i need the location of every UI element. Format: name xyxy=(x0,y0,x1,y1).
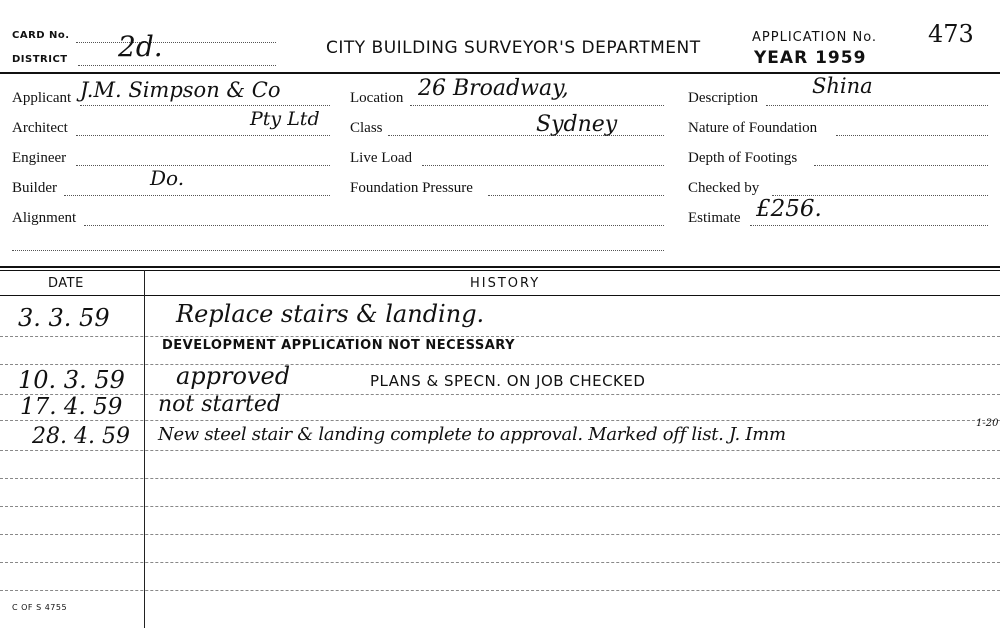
builder-label: Builder xyxy=(12,180,57,196)
applicant-value-2: Pty Ltd xyxy=(250,108,320,130)
year-label: YEAR 1959 xyxy=(754,48,867,68)
live-load-label: Live Load xyxy=(350,150,413,166)
location-value-2: Sydney xyxy=(536,112,618,137)
date-header: DATE xyxy=(48,276,84,291)
engineer-label: Engineer xyxy=(12,150,67,166)
checked-label: Checked by xyxy=(688,180,760,196)
architect-label: Architect xyxy=(12,120,68,136)
builder-value: Do. xyxy=(150,166,185,190)
history-date: 3. 3. 59 xyxy=(18,304,110,332)
foundation-pressure-line xyxy=(488,195,664,196)
estimate-value: £256. xyxy=(756,196,822,222)
history-row-line xyxy=(0,336,1000,337)
fields-divider-2 xyxy=(0,270,1000,271)
live-load-line xyxy=(422,165,664,166)
history-stamp: DEVELOPMENT APPLICATION NOT NECESSARY xyxy=(162,338,516,353)
alignment-line-2 xyxy=(12,250,664,251)
applicant-line xyxy=(80,105,330,106)
card-no-line xyxy=(76,42,276,43)
alignment-label: Alignment xyxy=(12,210,77,226)
history-header: HISTORY xyxy=(470,276,541,291)
application-label: APPLICATION No. xyxy=(752,30,878,45)
location-value: 26 Broadway, xyxy=(418,76,569,101)
foundation-pressure-label: Foundation Pressure xyxy=(350,180,473,196)
history-text: Replace stairs & landing. xyxy=(176,300,485,328)
history-header-divider xyxy=(0,295,1000,296)
fields-divider xyxy=(0,266,1000,268)
history-superscript: 1-20 xyxy=(976,418,999,429)
history-date: 28. 4. 59 xyxy=(32,424,130,449)
history-row-line xyxy=(0,364,1000,365)
history-row-line xyxy=(0,506,1000,507)
application-number: 473 xyxy=(928,20,974,48)
history-row-line xyxy=(0,420,1000,421)
history-text: approved xyxy=(176,362,291,390)
alignment-line xyxy=(84,225,664,226)
class-label: Class xyxy=(350,120,383,136)
department-title: CITY BUILDING SURVEYOR'S DEPARTMENT xyxy=(326,38,701,58)
history-row-line xyxy=(0,394,1000,395)
history-date: 17. 4. 59 xyxy=(20,394,123,420)
district-label: DISTRICT xyxy=(12,54,68,65)
district-line xyxy=(78,65,276,66)
builder-line xyxy=(64,195,330,196)
history-row-line xyxy=(0,450,1000,451)
applicant-value: J.M. Simpson & Co xyxy=(80,78,281,102)
depth-label: Depth of Footings xyxy=(688,150,798,166)
history-row-line xyxy=(0,562,1000,563)
engineer-line xyxy=(76,165,330,166)
class-line xyxy=(388,135,664,136)
history-row-line xyxy=(0,590,1000,591)
district-value: 2d. xyxy=(118,30,163,63)
estimate-label: Estimate xyxy=(688,210,741,226)
history-date: 10. 3. 59 xyxy=(18,366,125,394)
history-row-line xyxy=(0,478,1000,479)
history-row-line xyxy=(0,534,1000,535)
card-no-label: CARD No. xyxy=(12,30,70,41)
applicant-label: Applicant xyxy=(12,90,72,106)
description-value: Shina xyxy=(812,74,873,98)
description-line xyxy=(766,105,988,106)
architect-line xyxy=(76,135,330,136)
date-column-divider xyxy=(144,270,145,628)
description-label: Description xyxy=(688,90,758,106)
history-stamp: PLANS & SPECN. ON JOB CHECKED xyxy=(370,372,646,390)
nature-label: Nature of Foundation xyxy=(688,120,818,136)
depth-line xyxy=(814,165,988,166)
history-text: not started xyxy=(158,392,281,417)
nature-line xyxy=(836,135,988,136)
location-line xyxy=(410,105,664,106)
location-label: Location xyxy=(350,90,404,106)
form-code: C OF S 4755 xyxy=(12,603,68,612)
estimate-line xyxy=(750,225,988,226)
history-text: New steel stair & landing complete to approval. Marked off list. J. Imm xyxy=(158,424,786,445)
